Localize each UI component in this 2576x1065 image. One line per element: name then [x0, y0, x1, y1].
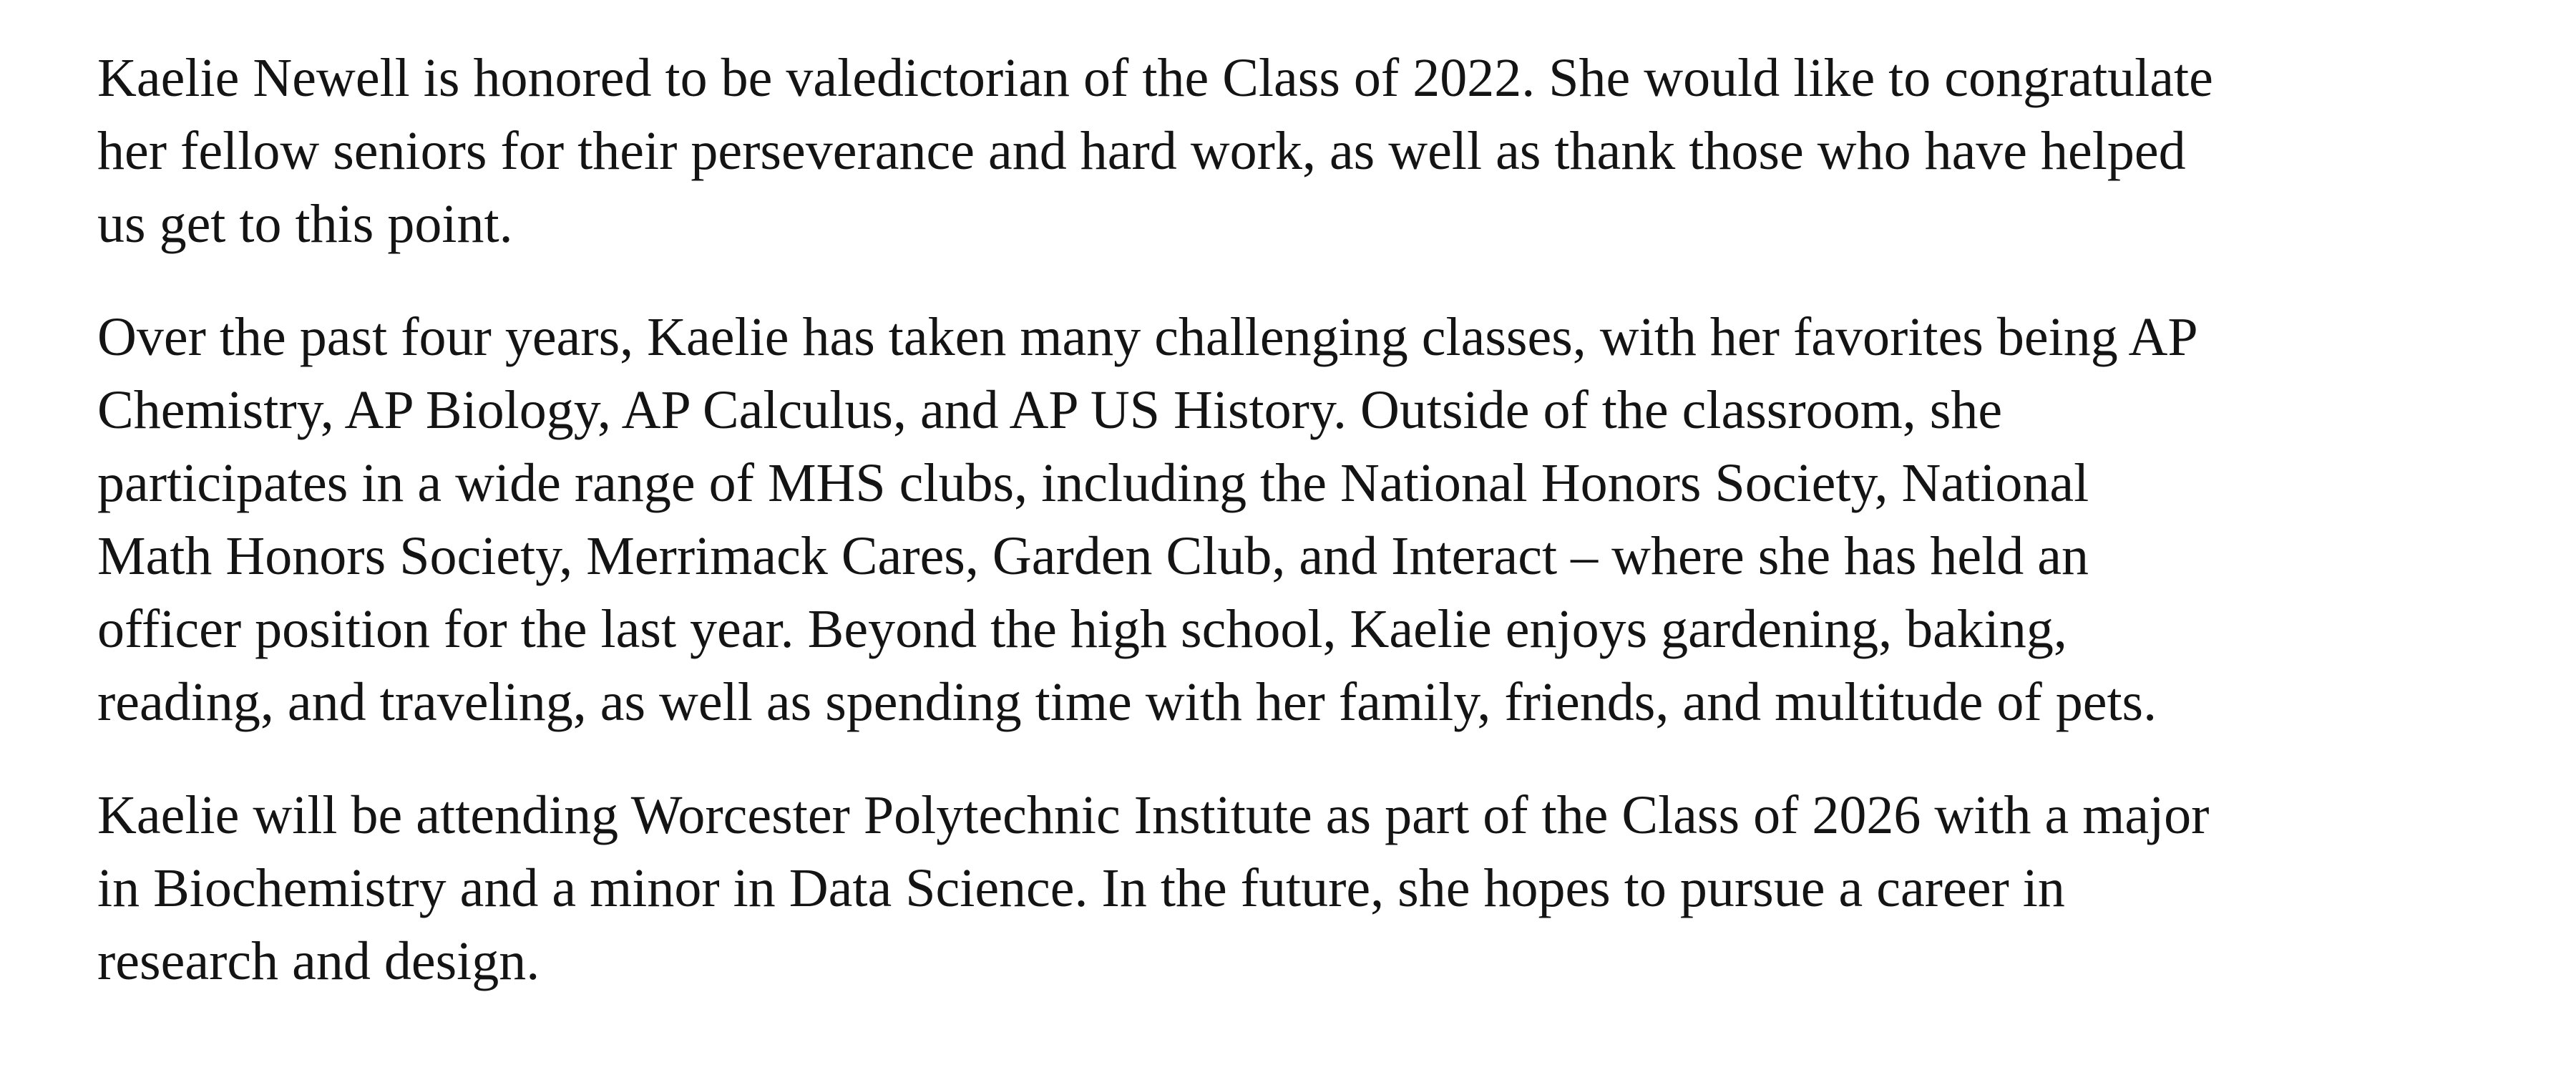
text-line: her fellow seniors for their perseverance and hard work, as well as thank those who have helped	[97, 121, 2186, 181]
document-body	[97, 42, 2487, 998]
text-line: reading, and traveling, as well as spending time with her family, friends, and multitude of pets.	[97, 672, 2157, 732]
text-line: us get to this point.	[97, 194, 513, 254]
paragraph-valedictorian-intro	[97, 42, 2487, 261]
text-line: officer position for the last year. Beyond the high school, Kaelie enjoys gardening, baking,	[97, 599, 2067, 659]
text-line: participates in a wide range of MHS clubs, including the National Honors Society, National	[97, 453, 2089, 513]
text-line: Chemistry, AP Biology, AP Calculus, and AP US History. Outside of the classroom, she	[97, 380, 2003, 440]
text-line: in Biochemistry and a minor in Data Science. In the future, she hopes to pursue a career in	[97, 858, 2065, 918]
text-line: Kaelie will be attending Worcester Polytechnic Institute as part of the Class of 2026 with a major	[97, 785, 2210, 845]
paragraph-activities	[97, 301, 2487, 739]
text-line: Over the past four years, Kaelie has taken many challenging classes, with her favorites being AP	[97, 307, 2198, 367]
text-line: Kaelie Newell is honored to be valedictorian of the Class of 2022. She would like to congratulate	[97, 48, 2213, 108]
text-line: Math Honors Society, Merrimack Cares, Garden Club, and Interact – where she has held an	[97, 526, 2089, 586]
text-line: research and design.	[97, 931, 540, 991]
paragraph-future-plans	[97, 779, 2487, 998]
